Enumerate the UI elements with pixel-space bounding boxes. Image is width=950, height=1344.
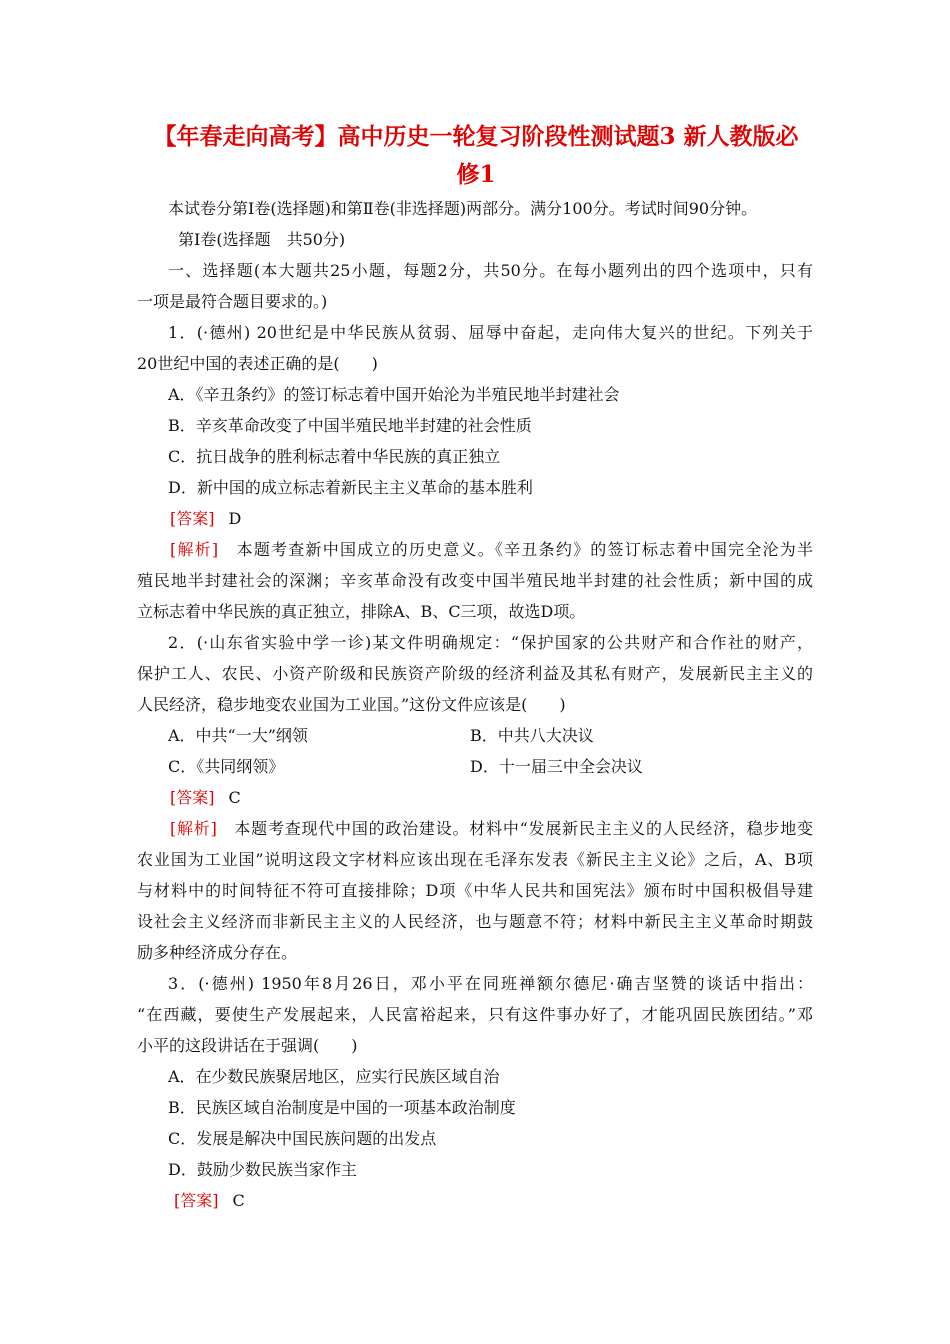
question-1-analysis-line-3: 立标志着中华民族的真正独立，排除A、B、C三项，故选D项。 <box>137 602 586 621</box>
question-3-stem-line-1: 3．(·德州) 1950年8月26日，邓小平在同班禅额尔德尼·确吉坚赞的谈话中指出： <box>168 974 813 993</box>
question-2-analysis-line-2: 农业国为工业国”说明这段文字材料应该出现在毛泽东发表《新民主主义论》之后，A、B项 <box>137 850 813 869</box>
question-1-analysis-line-2: 殖民地半封建社会的深渊；辛亥革命没有改变中国半殖民地半封建的社会性质；新中国的成 <box>137 571 813 590</box>
question-1-option-a: A．《辛丑条约》的签订标志着中国开始沦为半殖民地半封建社会 <box>168 385 620 404</box>
document-title <box>136 118 816 194</box>
question-2-answer <box>170 788 241 808</box>
question-2-option-c: C．《共同纲领》 <box>168 757 285 776</box>
question-3-option-c: C．发展是解决中国民族问题的出发点 <box>168 1129 437 1148</box>
question-1-option-c: C．抗日战争的胜利标志着中华民族的真正独立 <box>168 447 501 466</box>
answer-value: C <box>232 1191 245 1210</box>
analysis-text: 本题考查新中国成立的历史意义。《辛丑条约》的签订标志着中国完全沦为半 <box>236 540 813 559</box>
question-2-stem-line-1: 2．(·山东省实验中学一诊)某文件明确规定：“保护国家的公共财产和合作社的财产， <box>168 633 813 652</box>
question-1-analysis-line-1 <box>170 540 813 560</box>
question-2-analysis-line-4: 设社会主义经济而非新民主主义的人民经济，也与题意不符；材料中新民主主义革命时期鼓 <box>137 912 813 931</box>
question-1-answer <box>170 509 241 529</box>
question-3-option-a: A．在少数民族聚居地区，应实行民族区域自治 <box>168 1067 500 1086</box>
question-3-option-b: B．民族区域自治制度是中国的一项基本政治制度 <box>168 1098 516 1117</box>
answer-tag: [答案] <box>174 1191 219 1210</box>
question-2-option-b: B．中共八大决议 <box>470 726 594 745</box>
title-line-2: 修1 <box>456 161 496 188</box>
analysis-tag: [解析] <box>170 540 219 559</box>
question-2-stem-line-2: 保护工人、农民、小资产阶级和民族资产阶级的经济利益及其私有财产，发展新民主主义的 <box>137 664 813 683</box>
analysis-text: 本题考查现代中国的政治建设。材料中“发展新民主主义的人民经济，稳步地变 <box>234 819 813 838</box>
question-2-option-a: A．中共“一大”纲领 <box>168 726 308 745</box>
answer-tag: [答案] <box>170 509 215 528</box>
question-3-answer <box>174 1191 245 1211</box>
part-1-heading: 第Ⅰ卷(选择题 共50分) <box>178 230 346 249</box>
title-line-1: 【年春走向高考】高中历史一轮复习阶段性测试题3 新人教版必 <box>153 123 799 150</box>
analysis-tag: [解析] <box>170 819 217 838</box>
question-1-stem-line-2: 20世纪中国的表述正确的是( ) <box>137 354 378 373</box>
question-2-option-d: D．十一届三中全会决议 <box>470 757 643 776</box>
question-1-option-b: B．辛亥革命改变了中国半殖民地半封建的社会性质 <box>168 416 532 435</box>
answer-value: C <box>228 788 241 807</box>
section-1-instructions-line-2: 一项是最符合题目要求的。) <box>137 292 328 311</box>
question-3-stem-line-2: “在西藏，要使生产发展起来，人民富裕起来，只有这件事办好了，才能巩固民族团结。”邓 <box>137 1005 813 1024</box>
question-3-option-d: D．鼓励少数民族当家作主 <box>168 1160 357 1179</box>
question-2-analysis-line-1 <box>170 819 813 839</box>
answer-value: D <box>228 509 242 528</box>
answer-tag: [答案] <box>170 788 215 807</box>
question-1-stem-line-1: 1．(·德州) 20世纪是中华民族从贫弱、屈辱中奋起，走向伟大复兴的世纪。下列关于 <box>168 323 813 342</box>
question-2-analysis-line-3: 与材料中的时间特征不符可直接排除；D项《中华人民共和国宪法》颁布时中国积极倡导建 <box>137 881 813 900</box>
question-2-stem-line-3: 人民经济，稳步地变农业国为工业国。”这份文件应该是( ) <box>137 695 566 714</box>
question-2-analysis-line-5: 励多种经济成分存在。 <box>137 943 298 962</box>
question-1-option-d: D．新中国的成立标志着新民主主义革命的基本胜利 <box>168 478 533 497</box>
exam-intro: 本试卷分第Ⅰ卷(选择题)和第Ⅱ卷(非选择题)两部分。满分100分。考试时间90分钟。 <box>168 199 758 218</box>
section-1-instructions-line-1: 一、选择题(本大题共25小题，每题2分，共50分。在每小题列出的四个选项中，只有 <box>168 261 813 280</box>
question-3-stem-line-3: 小平的这段讲话在于强调( ) <box>137 1036 358 1055</box>
